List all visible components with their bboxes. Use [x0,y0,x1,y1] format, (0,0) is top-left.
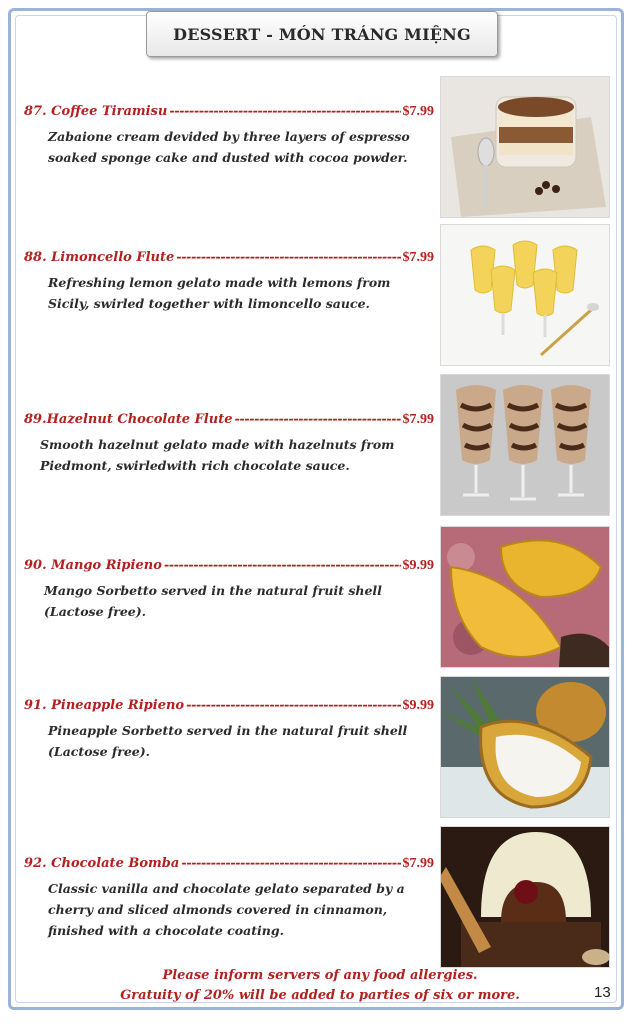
menu-item-coffee-tiramisu [24,104,434,168]
menu-item-name: 89.Hazelnut Chocolate Flute [24,412,233,427]
leader-dots [169,104,400,119]
menu-item-header [24,698,434,714]
menu-item-mango-ripieno [24,558,434,622]
menu-item-chocolate-bomba [24,856,434,941]
menu-item-price: $9.99 [402,698,434,713]
lemon-gelato-photo [440,224,610,366]
leader-dots [181,856,400,871]
footer-notice [100,966,540,1006]
menu-item-price: $7.99 [402,250,434,265]
menu-item-description: Classic vanilla and chocolate gelato separated by a cherry and sliced almonds covered in cinnamon, finished with a chocolate coating. [48,881,405,938]
leader-dots [176,250,400,265]
menu-item-name: 88. Limoncello Flute [24,250,175,265]
menu-item-name: 92. Chocolate Bomba [24,856,180,871]
menu-item-header [24,558,434,574]
menu-item-header [24,412,434,428]
menu-item-description: Pineapple Sorbetto served in the natural fruit shell (Lactose free). [48,723,408,759]
menu-item-limoncello-flute [24,250,434,314]
menu-item-price: $7.99 [402,104,434,119]
menu-item-header [24,250,434,266]
section-title: DESSERT - MÓN TRÁNG MIỆNG [173,24,471,44]
menu-item-price: $7.99 [402,412,434,427]
menu-item-description: Refreshing lemon gelato made with lemons from Sicily, swirled together with limoncello sauce. [48,275,391,311]
menu-item-price: $7.99 [402,856,434,871]
leader-dots [234,412,400,427]
mango-photo [440,526,610,668]
menu-item-pineapple-ripieno [24,698,434,762]
menu-item-price: $9.99 [402,558,434,573]
menu-item-description: Mango Sorbetto served in the natural fruit shell (Lactose free). [44,583,382,619]
pineapple-photo [440,676,610,818]
menu-item-description: Smooth hazelnut gelato made with hazelnuts from Piedmont, swirledwith rich chocolate sauce. [40,437,395,473]
menu-item-description: Zabaione cream devided by three layers of espresso soaked sponge cake and dusted with cocoa powder. [48,129,410,165]
page-number: 13 [594,984,611,1001]
menu-item-name: 87. Coffee Tiramisu [24,104,168,119]
menu-item-name: 91. Pineapple Ripieno [24,698,185,713]
leader-dots [186,698,400,713]
chocolate-bomba-photo [440,826,610,968]
menu-item-header [24,856,434,872]
hazelnut-chocolate-photo [440,374,610,516]
menu-item-header [24,104,434,120]
menu-item-name: 90. Mango Ripieno [24,558,162,573]
gratuity-notice: Gratuity of 20% will be added to parties of six or more. [120,988,520,1003]
leader-dots [164,558,401,573]
allergy-notice: Please inform servers of any food allergies. [162,968,478,983]
menu-item-hazelnut-chocolate-flute [24,412,434,476]
tiramisu-photo [440,76,610,218]
section-title-box [146,11,498,57]
